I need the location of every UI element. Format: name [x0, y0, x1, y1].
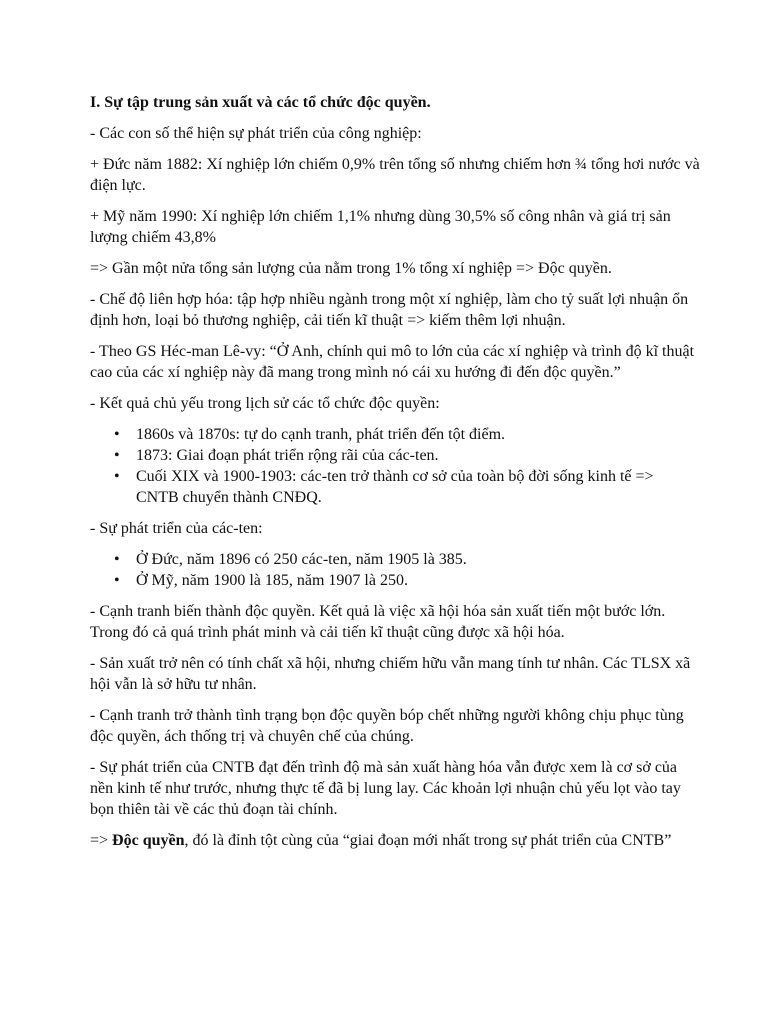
- paragraph: - Cạnh tranh biến thành độc quyền. Kết quả là việc xã hội hóa sản xuất tiến một bước lớn. Trong đó cả quá trình phát minh và cải tiến kĩ thuật cũng được xã hội hóa.: [90, 603, 666, 641]
- bullet-icon: •: [114, 468, 120, 485]
- conclusion-bold-term: Độc quyền: [112, 832, 185, 849]
- list-item-text: Cuối XIX và 1900-1903: các-ten trở thành cơ sở của toàn bộ đời sống kinh tế => CNTB chuyển thành CNĐQ.: [136, 468, 654, 506]
- paragraph: + Đức năm 1882: Xí nghiệp lớn chiếm 0,9% trên tổng số nhưng chiếm hơn ¾ tổng hơi nước và điện lực.: [90, 156, 700, 194]
- paragraph: - Sự phát triển của các-ten:: [90, 520, 263, 537]
- bullet-icon: •: [114, 426, 120, 443]
- list-item-text: Ở Đức, năm 1896 có 250 các-ten, năm 1905 là 385.: [136, 551, 467, 568]
- list-item: [114, 466, 700, 508]
- paragraph: - Các con số thể hiện sự phát triển của công nghiệp:: [90, 125, 422, 142]
- document-page: [90, 92, 700, 861]
- bullet-icon: •: [114, 572, 120, 589]
- paragraph: => Gần một nửa tổng sản lượng của nằm trong 1% tổng xí nghiệp => Độc quyền.: [90, 260, 612, 277]
- paragraph: - Theo GS Héc-man Lê-vy: “Ở Anh, chính qui mô to lớn của các xí nghiệp và trình độ kĩ thuật cao của các xí nghiệp này đã mang trong mình nó cái xu hướng đi đến độc quyền.”: [90, 343, 695, 381]
- section-heading: I. Sự tập trung sản xuất và các tổ chức độc quyền.: [90, 94, 431, 111]
- paragraph: - Sản xuất trở nên có tính chất xã hội, nhưng chiếm hữu vẫn mang tính tư nhân. Các TLSX xã hội vẫn là sở hữu tư nhân.: [90, 655, 691, 693]
- list-item: [114, 445, 700, 466]
- paragraph: + Mỹ năm 1990: Xí nghiệp lớn chiếm 1,1% nhưng dùng 30,5% số công nhân và giá trị sản lượng chiếm 43,8%: [90, 208, 671, 246]
- paragraph: - Sự phát triển của CNTB đạt đến trình độ mà sản xuất hàng hóa vẫn được xem là cơ sở của nền kinh tế như trước, nhưng thực tế đã bị lung lay. Các khoản lợi nhuận chủ yếu lọt vào tay bọn thiên tài về các thủ đoạn tài chính.: [90, 759, 681, 818]
- bullet-list-history: [90, 424, 700, 508]
- bullet-icon: •: [114, 551, 120, 568]
- list-item: [114, 570, 700, 591]
- conclusion-prefix: =>: [90, 832, 113, 849]
- paragraph: - Cạnh tranh trở thành tình trạng bọn độc quyền bóp chết những người không chịu phục tùng độc quyền, ách thống trị và chuyên chế của chúng.: [90, 707, 684, 745]
- paragraph: - Kết quả chủ yếu trong lịch sử các tổ chức độc quyền:: [90, 395, 440, 412]
- list-item-text: 1860s và 1870s: tự do cạnh tranh, phát triển đến tột điểm.: [136, 426, 506, 443]
- list-item-text: 1873: Giai đoạn phát triển rộng rãi của các-ten.: [136, 447, 439, 464]
- conclusion-rest: , đó là đỉnh tột cùng của “giai đoạn mới nhất trong sự phát triển của CNTB”: [184, 832, 672, 849]
- conclusion-paragraph: [90, 830, 700, 851]
- bullet-icon: •: [114, 447, 120, 464]
- bullet-list-cartels: [90, 549, 700, 591]
- list-item: [114, 549, 700, 570]
- paragraph: - Chế độ liên hợp hóa: tập hợp nhiều ngành trong một xí nghiệp, làm cho tỷ suất lợi nhuận ổn định hơn, loại bỏ thương nghiệp, cải tiến kĩ thuật => kiếm thêm lợi nhuận.: [90, 291, 689, 329]
- list-item-text: Ở Mỹ, năm 1900 là 185, năm 1907 là 250.: [136, 572, 408, 589]
- list-item: [114, 424, 700, 445]
